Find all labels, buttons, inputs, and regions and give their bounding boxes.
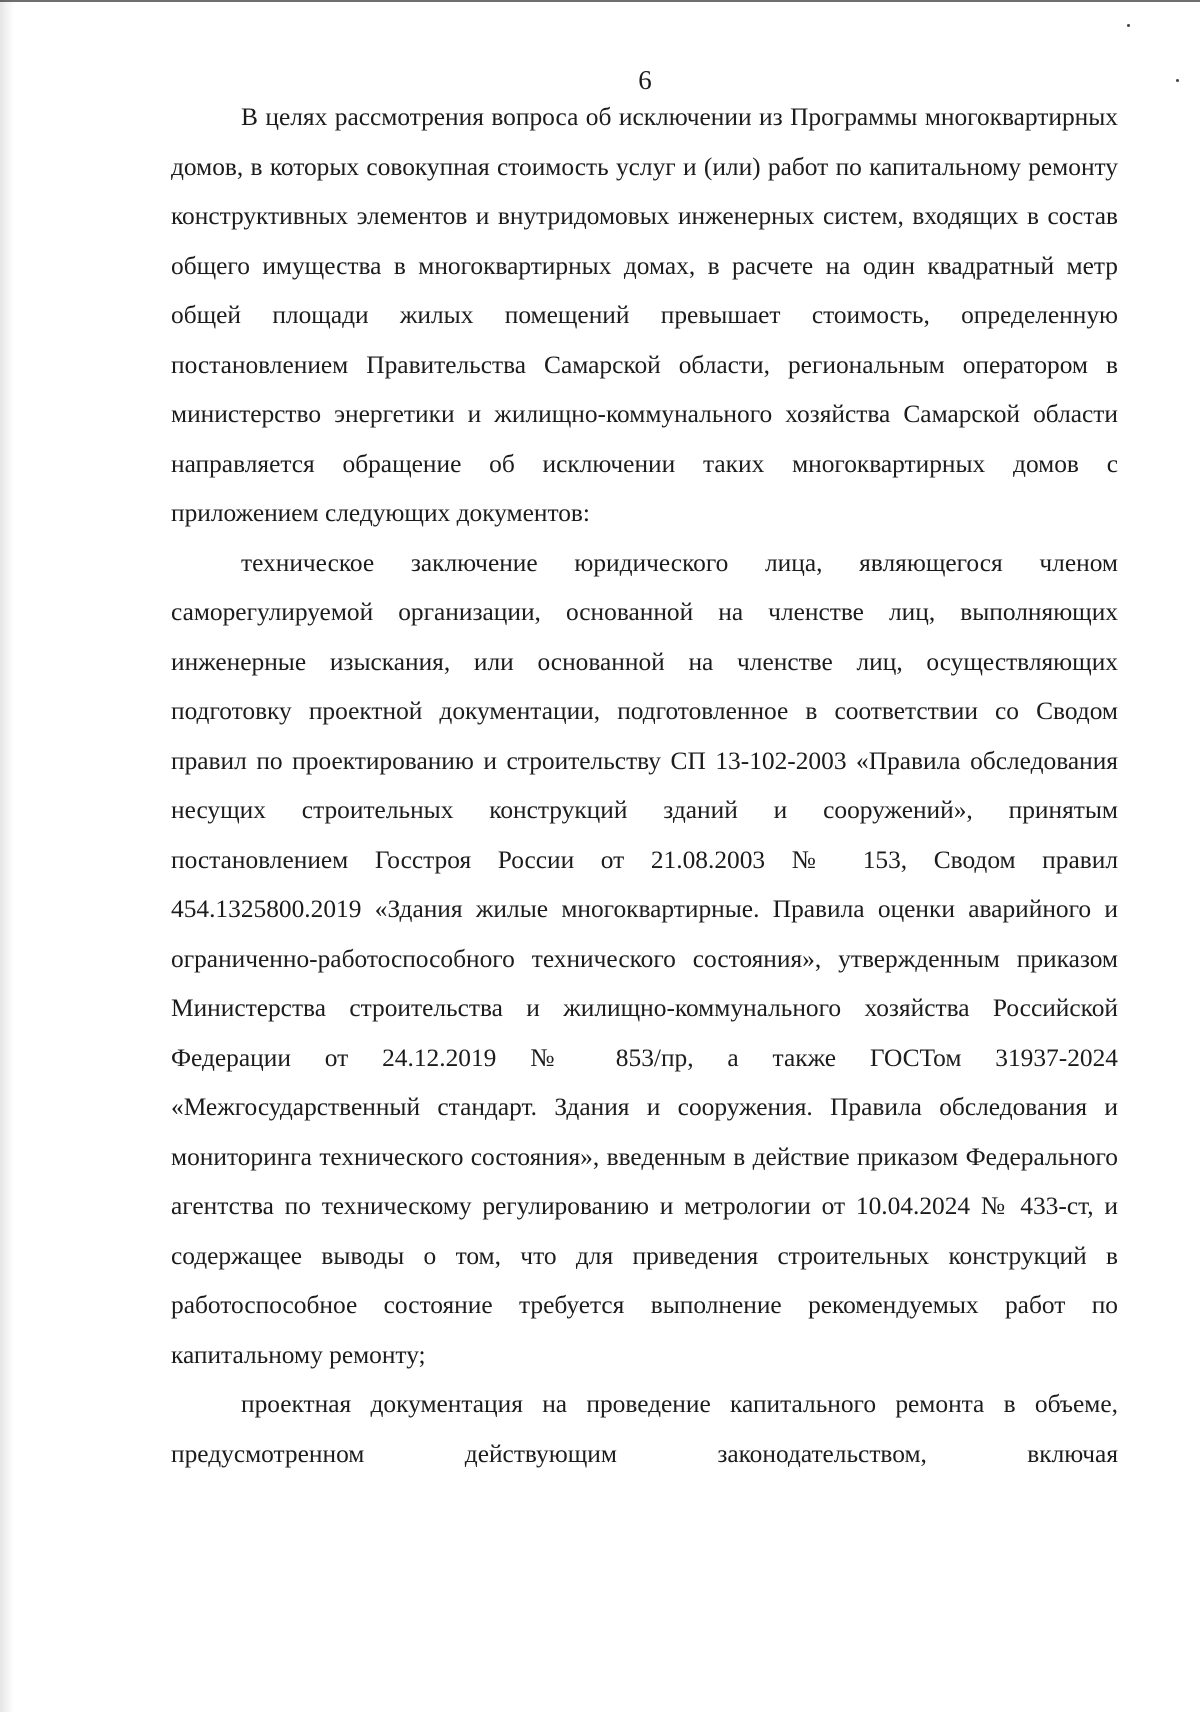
document-body bbox=[171, 93, 1118, 1479]
scan-left-edge-noise bbox=[0, 0, 14, 1712]
scan-speck bbox=[1127, 24, 1130, 27]
paragraph-project-documentation: проектная документация на проведение капитального ремонта в объеме, предусмотренном действующим законодательством, включая bbox=[171, 1390, 1118, 1468]
paragraph-intro: В целях рассмотрения вопроса об исключении из Программы многоквартирных домов, в которых совокупная стоимость услуг и (или) работ по капитальному ремонту конструктивных элементов и внутридомовых инженерных систем, входящих в состав общего имущества в многоквартирных домах, в расчете на один квадратный метр общей площади жилых помещений превышает стоимость, определенную постановлением Правительства Самарской области, региональным оператором в министерство энергетики и жилищно-коммунального хозяйства Самарской области направляется обращение об исключении таких многоквартирных домов с приложением следующих документов: bbox=[171, 103, 1118, 527]
scan-top-edge bbox=[0, 0, 1200, 2]
paragraph-technical-conclusion: техническое заключение юридического лица, являющегося членом саморегулируемой организации, основанной на членстве лиц, выполняющих инженерные изыскания, или основанной на членстве лиц, осуществляющих подготовку проектной документации, подготовленное в соответствии со Сводом правил по проектированию и строительству СП 13-102-2003 «Правила обследования несущих строительных конструкций зданий и сооружений», принятым постановлением Госстроя России от 21.08.2003 № 153, Сводом правил 454.1325800.2019 «Здания жилые многоквартирные. Правила оценки аварийного и ограниченно-работоспособного технического состояния», утвержденным приказом Министерства строительства и жилищно-коммунального хозяйства Российской Федерации от 24.12.2019 № 853/пр, а также ГОСТом 31937-2024 «Межгосударственный стандарт. Здания и сооружения. Правила обследования и мониторинга технического состояния», введенным в действие приказом Федерального агентства по техническому регулированию и метрологии от 10.04.2024 № 433-ст, и содержащее выводы о том, что для приведения строительных конструкций в работоспособное состояние требуется выполнение рекомендуемых работ по капитальному ремонту; bbox=[171, 548, 1118, 1369]
page-number: 6 bbox=[638, 65, 652, 95]
